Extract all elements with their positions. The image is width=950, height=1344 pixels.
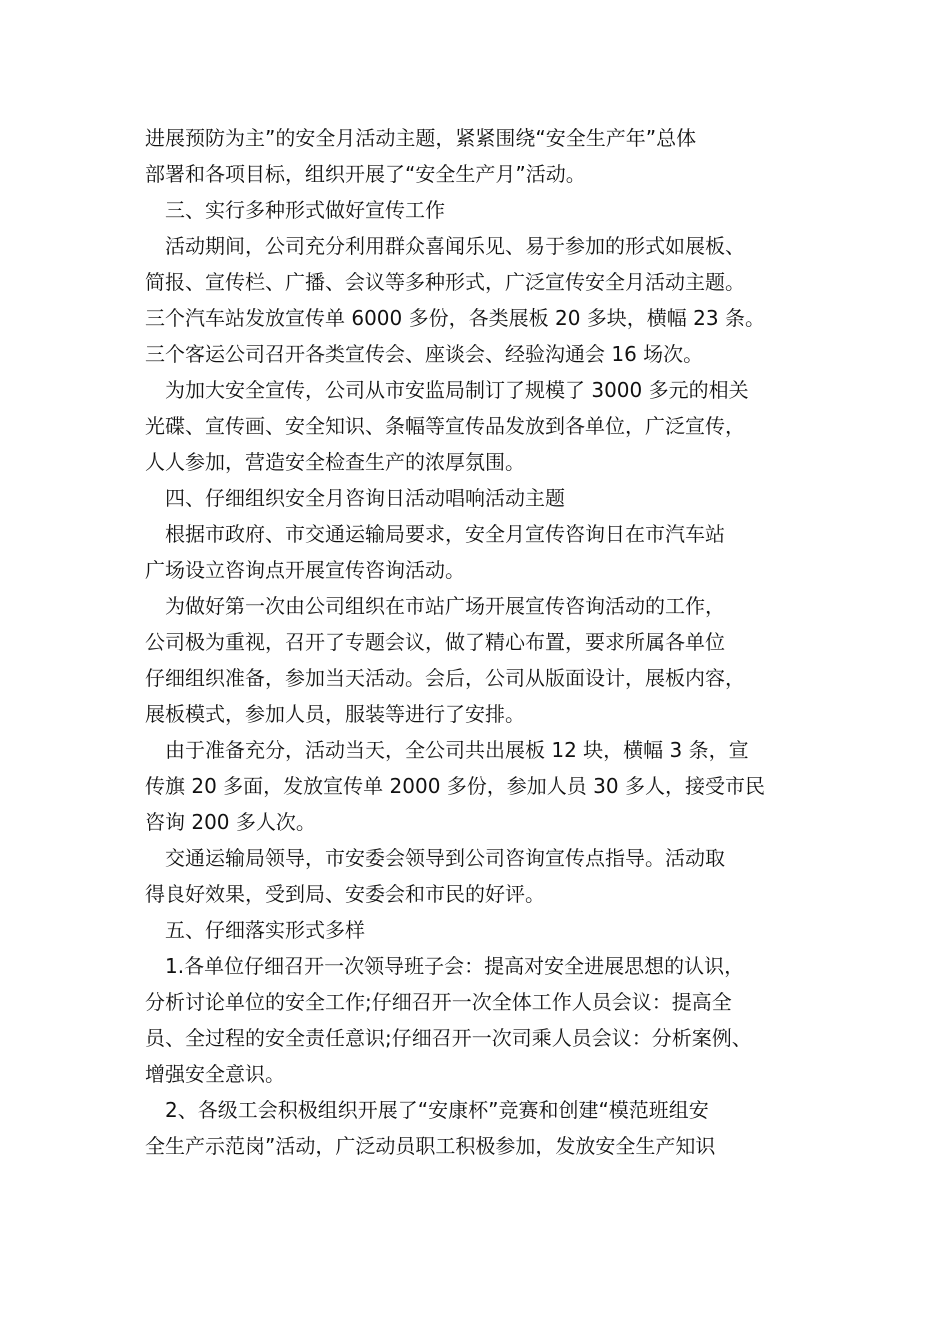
section-heading: 三、实行多种形式做好宣传工作 <box>165 198 445 222</box>
document-body <box>145 120 835 1164</box>
paragraph-line: 2、各级工会积极组织开展了“安康杯”竞赛和创建“模范班组安 <box>165 1098 709 1122</box>
paragraph-line: 根据市政府、市交通运输局要求，安全月宣传咨询日在市汽车站 <box>165 522 725 546</box>
paragraph-line: 为加大安全宣传，公司从市安监局制订了规模了 3000 多元的相关 <box>165 378 749 402</box>
section-heading: 五、仔细落实形式多样 <box>165 918 365 942</box>
paragraph-line: 公司极为重视，召开了专题会议，做了精心布置，要求所属各单位 <box>145 630 725 654</box>
paragraph-line: 1.各单位仔细召开一次领导班子会：提高对安全进展思想的认识， <box>165 954 745 978</box>
paragraph-line: 人人参加，营造安全检查生产的浓厚氛围。 <box>145 450 525 474</box>
paragraph-line: 仔细组织准备，参加当天活动。会后，公司从版面设计，展板内容， <box>145 666 745 690</box>
paragraph-line: 交通运输局领导，市安委会领导到公司咨询宣传点指导。活动取 <box>165 846 725 870</box>
paragraph-line: 为做好第一次由公司组织在市站广场开展宣传咨询活动的工作， <box>165 594 725 618</box>
paragraph-line: 咨询 200 多人次。 <box>145 810 316 834</box>
paragraph-line: 进展预防为主”的安全月活动主题，紧紧围绕“安全生产年”总体 <box>145 126 697 150</box>
section-heading: 四、仔细组织安全月咨询日活动唱响活动主题 <box>165 486 565 510</box>
paragraph-line: 展板模式，参加人员，服装等进行了安排。 <box>145 702 525 726</box>
paragraph-line: 得良好效果，受到局、安委会和市民的好评。 <box>145 882 545 906</box>
paragraph-line: 分析讨论单位的安全工作;仔细召开一次全体工作人员会议：提高全 <box>145 990 732 1014</box>
paragraph-line: 三个汽车站发放宣传单 6000 多份，各类展板 20 多块，横幅 23 条。 <box>145 306 765 330</box>
paragraph-line: 广场设立咨询点开展宣传咨询活动。 <box>145 558 465 582</box>
paragraph-line: 部署和各项目标，组织开展了“安全生产月”活动。 <box>145 162 586 186</box>
paragraph-line: 三个客运公司召开各类宣传会、座谈会、经验沟通会 16 场次。 <box>145 342 704 366</box>
paragraph-line: 传旗 20 多面，发放宣传单 2000 多份，参加人员 30 多人，接受市民 <box>145 774 765 798</box>
paragraph-line: 员、全过程的安全责任意识;仔细召开一次司乘人员会议：分析案例、 <box>145 1026 752 1050</box>
paragraph-line: 简报、宣传栏、广播、会议等多种形式，广泛宣传安全月活动主题。 <box>145 270 745 294</box>
paragraph-line: 由于准备充分，活动当天，全公司共出展板 12 块，横幅 3 条，宣 <box>165 738 749 762</box>
paragraph-line: 全生产示范岗”活动，广泛动员职工积极参加，发放安全生产知识 <box>145 1134 716 1158</box>
paragraph-line: 增强安全意识。 <box>145 1062 285 1086</box>
paragraph-line: 光碟、宣传画、安全知识、条幅等宣传品发放到各单位，广泛宣传， <box>145 414 745 438</box>
paragraph-line: 活动期间，公司充分利用群众喜闻乐见、易于参加的形式如展板、 <box>165 234 745 258</box>
